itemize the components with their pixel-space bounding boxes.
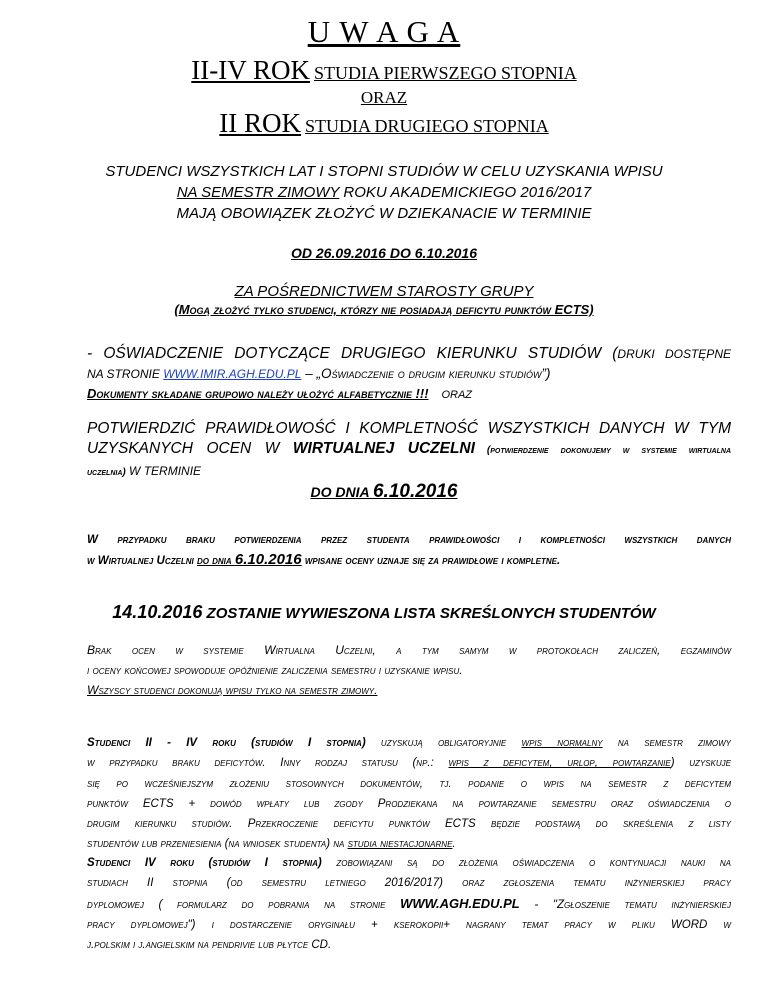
studenci-2-4-bold: Studenci II - IV roku (studiów I stopnia) [87, 737, 366, 749]
imir-link[interactable]: WWW.IMIR.AGH.EDU.PL [163, 367, 302, 381]
brak-potwierdzenia-block [87, 530, 731, 571]
brak-potwierdzenia-line-2 [87, 550, 731, 571]
studenci-2-4-l6-pre: studentów lub przeniesienia (na wniosek studenta) na [87, 838, 348, 851]
heading-second-degree [0, 108, 768, 139]
brak-date: 6.10.2016 [234, 551, 302, 568]
heading-degree-2: STUDIA DRUGIEGO STOPNIA [305, 116, 549, 136]
wpis-normalny: wpis normalny [521, 737, 603, 749]
deadline-dates-1 [0, 245, 768, 261]
heading-oraz [0, 88, 768, 108]
starosta-note-text: (Mogą złożyć tylko studenci, którzy nie posiadają deficytu punktów ECTS) [174, 302, 594, 317]
oswiadczenie-block [87, 344, 731, 405]
oswiadczenie-na-stronie: NA STRONIE [87, 367, 164, 381]
oswiadczenie-line-1 [87, 344, 731, 364]
studenci-2-4-end: na semestr zimowy [602, 737, 731, 749]
studenci-2-4-mid: uzyskują obligatoryjnie [365, 737, 522, 749]
potwierdzic-line-1: POTWIERDZIĆ PRAWIDŁOWOŚĆ I KOMPLETNOŚĆ WSZYSTKICH DANYCH W TYM [87, 420, 731, 437]
studia-niestacjonarne: studia niestacjonarne [347, 838, 453, 851]
studenci-2-4-line-5: drugim kierunku studiów. Przekroczenie deficytu punktów ECTS będzie podstawą do skreślenia z listy [87, 818, 731, 831]
starosta-note [0, 302, 768, 317]
studenci-2-4-l2-post: ) uzyskuje [670, 757, 731, 770]
intro-line-1: STUDENCI WSZYSTKICH LAT I STOPNI STUDIÓW W CELU UZYSKANIA WPISU [105, 163, 663, 180]
deadline-dates-1-text: OD 26.09.2016 DO 6.10.2016 [290, 245, 478, 261]
studenci-4-line-1 [87, 853, 731, 873]
uwaga-text: U W A G A [307, 14, 461, 49]
studenci-4-line-4: pracy dyplomowej") i dostarczenie oryginału + kserokopii+ nagrany temat pracy w pliku WORD w [87, 918, 731, 931]
studenci-4-rest: zobowiązani są do złożenia oświadczenia o kontynuacji nauki na [321, 857, 732, 869]
potwierdzic-block [87, 419, 731, 483]
intro-line-3: MAJĄ OBOWIĄZEK ZŁOŻYĆ W DZIEKANACIE W TERMINIE [176, 205, 592, 222]
intro-block [0, 161, 768, 224]
studenci-4-line-5: j.polskim i j.angielskim na pendrivie lub płytce CD. [87, 939, 332, 952]
potwierdzic-line-3 [87, 461, 731, 483]
oswiadczenie-line-3 [87, 384, 731, 405]
do-dnia: DO DNIA [310, 484, 373, 500]
intro-year: ROKU AKADEMICKIEGO 2016/2017 [339, 184, 592, 201]
oraz-small: ORAZ [441, 389, 473, 401]
studenci-4-line-3 [87, 894, 731, 915]
studenci-2-4-line-1 [87, 733, 731, 753]
intro-semester: NA SEMESTR ZIMOWY [176, 184, 340, 201]
brak-ocen-line-1: Brak ocen w systemie Wirtualna Uczelni, a tym samym w protokołach zaliczeń, egzaminów [87, 643, 731, 657]
statusy: wpis z deficytem, urlop, powtarzanie [448, 757, 671, 770]
oraz-text: ORAZ [360, 88, 408, 107]
oswiadczenie-title: - OŚWIADCZENIE DOTYCZĄCE DRUGIEGO KIERUNKU STUDIÓW ( [87, 345, 618, 362]
studenci-4-line-2: studiach II stopnia (od semestru letniego 2016/2017) oraz zgłoszenia tematu inżynierskiej pracy [87, 877, 731, 890]
deadline-dates-2 [0, 481, 768, 503]
brak-ocen-line-3: Wszyscy studenci dokonują wpisu tylko na semestr zimowy. [87, 683, 378, 697]
wirtualna-uczelnia-bold: WIRTUALNEJ UCZELNI [292, 440, 475, 457]
studenci-4-block [87, 853, 731, 955]
deadline-dates-2-text [310, 481, 458, 502]
studenci-2-4-l6-post: . [452, 838, 456, 851]
lista-skreslonych [0, 602, 768, 623]
w-terminie: W TERMINIE [125, 464, 202, 478]
studenci-2-4-line-3: się po wcześniejszym złożeniu stosownych dokumentów, tj. podanie o wpis na semestr z deficytem [87, 777, 731, 790]
uczelnia-note: uczelnia) [87, 467, 126, 478]
studenci-4-l3-pre: dyplomowej ( formularz do pobrania na stronie [87, 898, 401, 911]
studenci-2-4-line-2 [87, 753, 731, 773]
lista-text: ZOSTANIE WYWIESZONA LISTA SKREŚLONYCH STUDENTÓW [202, 605, 656, 622]
brak-date-underlined [196, 551, 302, 568]
starosta-text: ZA POŚREDNICTWEM STAROSTY GRUPY [234, 283, 534, 300]
intro-line-2 [0, 182, 768, 203]
brak-potwierdzenia-line-1: W przypadku braku potwierdzenia przez studenta prawidłowości i kompletności wszystkich danych [87, 534, 731, 546]
studenci-2-4-block [87, 733, 731, 855]
studenci-2-4-line-4: punktów ECTS + dowód wpłaty lub zgody Prodziekana na powtarzanie semestru oraz oświadczenia o [87, 797, 731, 810]
do-dnia-date: 6.10.2016 [372, 481, 458, 502]
studenci-4-l3-post: - "Zgłoszenie tematu inżynierskiej [519, 898, 731, 911]
brak-wu: w Wirtualnej Uczelni [87, 555, 197, 567]
studenci-4-bold: Studenci IV roku (studiów I stopnia) [87, 857, 322, 869]
brak-do-dnia: do dnia [196, 555, 235, 567]
agh-link[interactable]: WWW.AGH.EDU.PL [400, 895, 520, 911]
heading-years-1: II-IV ROK [191, 55, 311, 85]
heading-first-degree [0, 55, 768, 86]
lista-date: 14.10.2016 [112, 602, 203, 622]
brak-ocen-line-2: i oceny końcowej spowoduje opóźnienie zaliczenia semestru i uzyskanie wpisu. [87, 663, 463, 677]
potwierdzic-note: (potwierdzenie dokonujemy w systemie wirtualna [474, 445, 731, 456]
heading-degree-1: STUDIA PIERWSZEGO STOPNIA [314, 63, 577, 83]
alphabetical-note: Dokumenty składane grupowo należy ułożyć alfabetycznie !!! [87, 386, 429, 401]
studenci-2-4-line-6 [87, 834, 731, 854]
heading-years-2: II ROK [219, 108, 302, 138]
brak-ocen-block [87, 640, 731, 700]
oswiadczenie-form-name: – „Oświadczenie o drugim kierunku studiów”) [301, 366, 551, 381]
brak-rest: wpisane oceny uznaje się za prawidłowe i kompletne. [301, 555, 561, 567]
potwierdzic-line-2 [87, 439, 731, 461]
oswiadczenie-druki: DRUKI DOSTĘPNE [617, 347, 731, 361]
starosta-line [0, 283, 768, 300]
potwierdzic-uzyskanych: UZYSKANYCH OCEN W [87, 440, 293, 457]
studenci-2-4-l2-pre: w przypadku braku deficytów. Inny rodzaj statusu (np.: [87, 757, 449, 770]
uwaga-heading [0, 14, 768, 50]
oswiadczenie-line-2 [87, 364, 731, 384]
